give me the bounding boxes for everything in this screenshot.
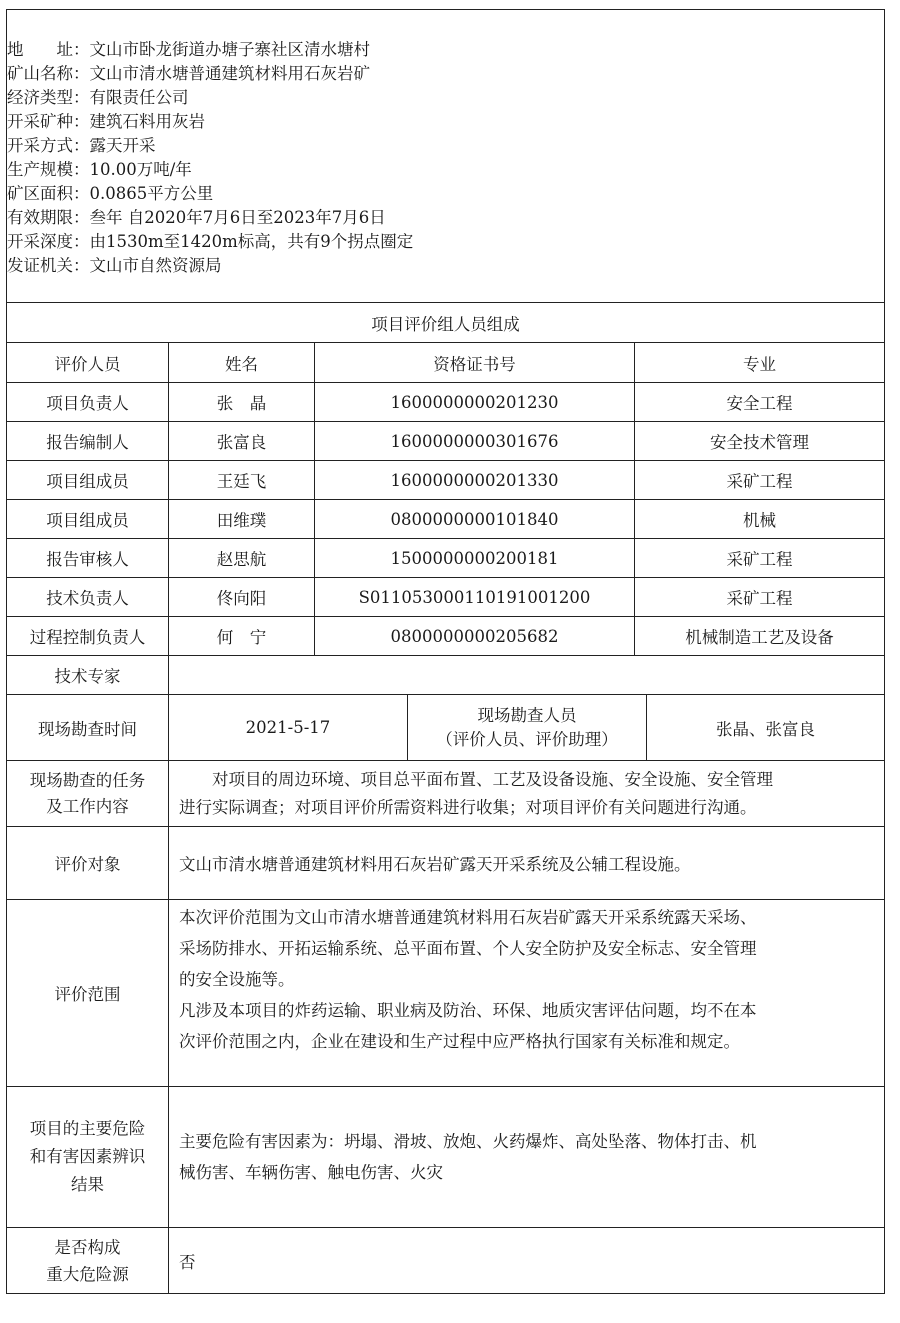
mine-info-item [7,204,884,228]
member-name: 佟向阳 [169,578,315,617]
mine-info-label: 开采方式： [7,136,90,155]
member-name: 王廷飞 [169,461,315,500]
scope-line: 次评价范围之内，企业在建设和生产过程中应严格执行国家有关标准和规定。 [179,1032,740,1051]
hazard-label-line: 和有害因素辨识 [29,1147,146,1166]
mine-info-label: 生产规模： [7,160,90,179]
team-header-row [7,343,885,383]
mine-info-block [7,10,885,303]
survey-staff-value: 张晶、张富良 [647,695,885,761]
hazard-line: 主要危险有害因素为：坍塌、滑坡、放炮、火药爆炸、高处坠落、物体打击、机 [179,1132,757,1151]
survey-staff-label [408,695,647,761]
mine-info-label: 矿山名称： [7,64,90,83]
mine-info-value: 露天开采 [89,136,156,155]
main-table [6,9,885,1294]
evaluation-form [6,9,884,1294]
member-role: 报告审核人 [7,539,169,578]
member-name: 张 晶 [169,383,315,422]
header-cert: 资格证书号 [315,343,635,383]
scope-line: 本次评价范围为文山市清水塘普通建筑材料用石灰岩矿露天开采系统露天采场、 [179,908,757,927]
member-role: 过程控制负责人 [7,617,169,656]
member-cert: 0800000000101840 [315,500,635,539]
team-row [7,422,885,461]
member-cert: 1600000000301676 [315,422,635,461]
mine-info-item [7,36,884,60]
scope-line: 凡涉及本项目的炸药运输、职业病及防治、环保、地质灾害评估问题，均不在本 [179,1001,757,1020]
hazard-label [7,1087,169,1228]
task-row [7,761,885,827]
mine-info-label: 地 址： [7,40,90,59]
mine-info-value: 10.00万吨/年 [89,160,192,179]
header-role: 评价人员 [7,343,169,383]
member-role: 项目负责人 [7,383,169,422]
mine-info-label: 开采矿种： [7,112,90,131]
mine-info-value: 由1530m至1420m标高，共有9个拐点圈定 [89,232,414,251]
member-role: 项目组成员 [7,461,169,500]
task-label [7,761,169,827]
mine-info-value: 叁年 自2020年7月6日至2023年7月6日 [89,208,386,227]
mine-info-item [7,132,884,156]
mine-info-item [7,60,884,84]
mine-info-item [7,84,884,108]
mine-info-item [7,252,884,276]
member-role: 项目组成员 [7,500,169,539]
mine-info-label: 经济类型： [7,88,90,107]
scope-content [169,900,885,1087]
member-name: 田维璞 [169,500,315,539]
mine-info-value: 文山市清水塘普通建筑材料用石灰岩矿 [89,64,370,83]
expert-value [169,656,885,695]
member-major: 采矿工程 [635,539,885,578]
major-hazard-row [7,1228,885,1294]
scope-line: 的安全设施等。 [179,970,295,989]
mine-info-item [7,108,884,132]
member-name: 何 宁 [169,617,315,656]
task-label-line: 现场勘查的任务 [29,770,146,790]
member-major: 机械制造工艺及设备 [635,617,885,656]
hazard-label-line: 结果 [71,1175,104,1194]
team-row [7,500,885,539]
team-row [7,539,885,578]
scope-line: 采场防排水、开拓运输系统、总平面布置、个人安全防护及安全标志、安全管理 [179,939,757,958]
mine-info-item [7,228,884,252]
member-cert: 0800000000205682 [315,617,635,656]
major-hazard-value: 否 [169,1228,885,1294]
major-hazard-label-line: 是否构成 [54,1237,121,1257]
member-cert: 1600000000201230 [315,383,635,422]
team-row [7,461,885,500]
mine-info-value: 建筑石料用灰岩 [89,112,205,131]
team-row [7,383,885,422]
member-cert: 1500000000200181 [315,539,635,578]
header-name: 姓名 [169,343,315,383]
survey-staff-label-line: （评价人员、评价助理） [436,729,618,749]
hazard-line: 械伤害、车辆伤害、触电伤害、火灾 [179,1163,443,1182]
task-label-line: 及工作内容 [46,796,129,816]
member-name: 张富良 [169,422,315,461]
task-line: 进行实际调查；对项目评价所需资料进行收集；对项目评价有关问题进行沟通。 [179,797,757,817]
team-row [7,578,885,617]
hazard-content [169,1087,885,1228]
survey-row [7,695,885,761]
major-hazard-label [7,1228,169,1294]
member-role: 技术负责人 [7,578,169,617]
mine-info-label: 发证机关： [7,256,90,275]
survey-time-value: 2021-5-17 [169,695,408,761]
header-major: 专业 [635,343,885,383]
survey-time-label: 现场勘查时间 [7,695,169,761]
member-cert: 1600000000201330 [315,461,635,500]
expert-row [7,656,885,695]
member-cert: S011053000110191001200 [315,578,635,617]
object-value: 文山市清水塘普通建筑材料用石灰岩矿露天开采系统及公辅工程设施。 [169,827,885,900]
scope-row [7,900,885,1087]
member-major: 机械 [635,500,885,539]
task-line: 对项目的周边环境、项目总平面布置、工艺及设备设施、安全设施、安全管理 [212,769,773,789]
hazard-label-line: 项目的主要危险 [29,1119,146,1138]
hazard-row [7,1087,885,1228]
mine-info-value: 文山市自然资源局 [89,256,222,275]
mine-info-list [7,36,884,276]
mine-info-value: 文山市卧龙街道办塘子寨社区清水塘村 [89,40,370,59]
mine-info-label: 有效期限： [7,208,90,227]
survey-staff-label-line: 现场勘查人员 [477,705,577,725]
mine-info-value: 有限责任公司 [89,88,189,107]
member-major: 安全技术管理 [635,422,885,461]
member-major: 采矿工程 [635,461,885,500]
mine-info-item [7,180,884,204]
mine-info-item [7,156,884,180]
member-major: 采矿工程 [635,578,885,617]
member-role: 报告编制人 [7,422,169,461]
object-label: 评价对象 [7,827,169,900]
team-row [7,617,885,656]
expert-label: 技术专家 [7,656,169,695]
member-name: 赵思航 [169,539,315,578]
mine-info-label: 开采深度： [7,232,90,251]
mine-info-label: 矿区面积： [7,184,90,203]
major-hazard-label-line: 重大危险源 [46,1264,129,1284]
object-row [7,827,885,900]
scope-label: 评价范围 [7,900,169,1087]
mine-info-value: 0.0865平方公里 [89,184,214,203]
task-content [169,761,885,827]
member-major: 安全工程 [635,383,885,422]
team-title: 项目评价组人员组成 [7,303,885,343]
